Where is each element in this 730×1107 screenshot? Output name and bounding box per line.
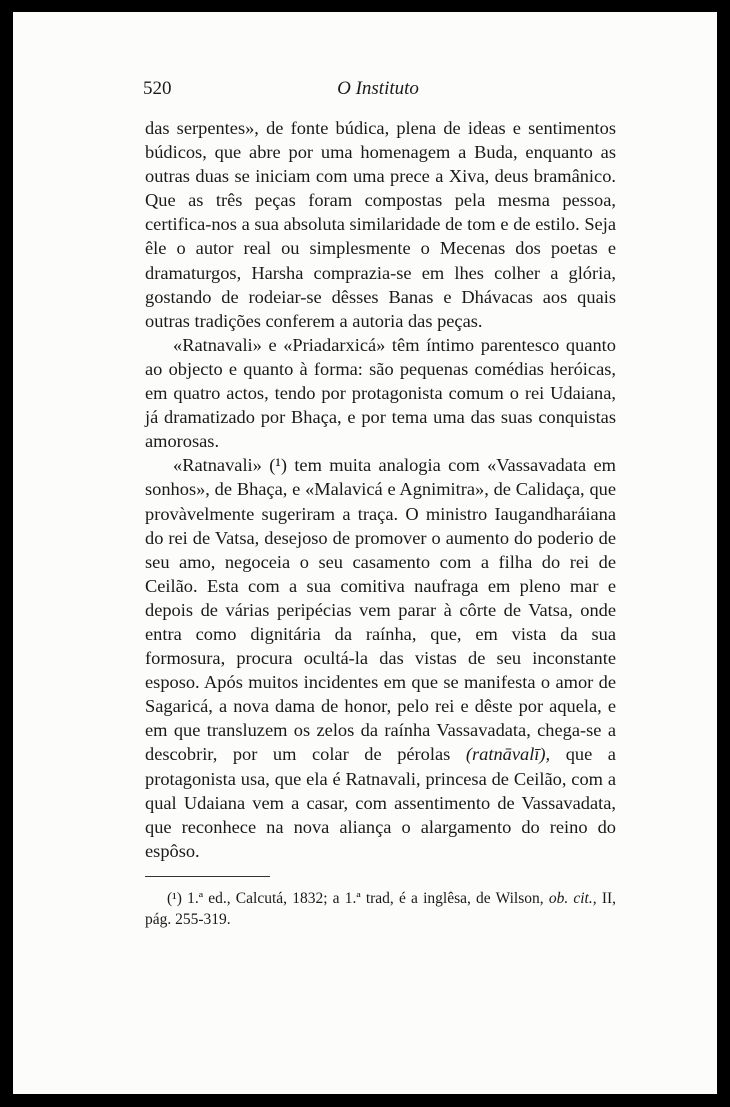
body-text — [145, 116, 616, 863]
book-page — [13, 12, 717, 1094]
paragraph-3-italic-term: (ratnāvalī), — [465, 744, 551, 765]
footnote-part-a: (¹) 1.ª ed., Calcutá, 1832; a 1.ª trad, é a inglêsa, de Wilson, — [167, 890, 544, 907]
running-title: O Instituto — [337, 78, 419, 99]
footnote-italic: ob. cit., — [548, 890, 597, 907]
paragraph-1: das serpentes», de fonte búdica, plena de ideas e sentimentos búdicos, que abre por uma homenagem a Buda, enquanto as outras duas se iniciam com uma prece a Xiva, deus bramânico. Que as três peças foram compostas pela mesma pessoa, certifica-nos a sua absoluta similaridade de tom e de estilo. Seja êle o autor real ou simplesmente o Mecenas dos poetas e dramaturgos, Harsha comprazia-se em lhes colher a glória, gostando de rodeiar-se dêsses Banas e Dhávacas aos quais outras tradições conferem a autoria das peças. — [145, 118, 616, 331]
paragraph-3 — [145, 453, 616, 863]
footnote — [145, 888, 616, 930]
page-number: 520 — [143, 78, 172, 99]
paragraph-2: «Ratnavali» e «Priadarxicá» têm íntimo parentesco quanto ao objecto e quanto à forma: são pequenas comédias heróicas, em quatro actos, tendo por protagonista comum o rei Udaiana, já dramatizado por Bhaça, e por tema uma das suas conquistas amorosas. — [145, 334, 616, 452]
footnote-divider — [145, 876, 270, 877]
paragraph-3-part-a: «Ratnavali» (¹) tem muita analogia com «Vassavadata em sonhos», de Bhaça, e «Malavicá e Agnimitra», de Calidaça, que provàvelmente sugeriram a traça. O ministro Iaugandharáiana do rei de Vatsa, desejoso de promover o aumento do poderio de seu amo, negoceia o seu casamento com a filha do rei de Ceilão. Esta com a sua comitiva naufraga em pleno mar e depois de várias peripécias vem parar à côrte de Vatsa, onde entra como dignitária da raínha, que, em vista da sua formosura, procura ocultá-la das vistas de seu inconstante esposo. Após muitos incidentes em que se manifesta o amor de Sagaricá, a nova dama de honor, pelo rei e dêste por aquela, e em que transluzem os zelos da raínha Vassavadata, chega-se a descobrir, por um colar de pérolas — [145, 455, 616, 765]
page-header — [143, 78, 613, 108]
paragraph-3-part-b: que a protagonista usa, que ela é Ratnavali, princesa de Ceilão, com a qual Udaiana vem a casar, com assentimento de Vassavadata, que reconhece na nova aliança o alargamento do reino do espôso. — [145, 744, 616, 861]
footnote-part-b: II, pág. 255-319. — [145, 890, 617, 928]
